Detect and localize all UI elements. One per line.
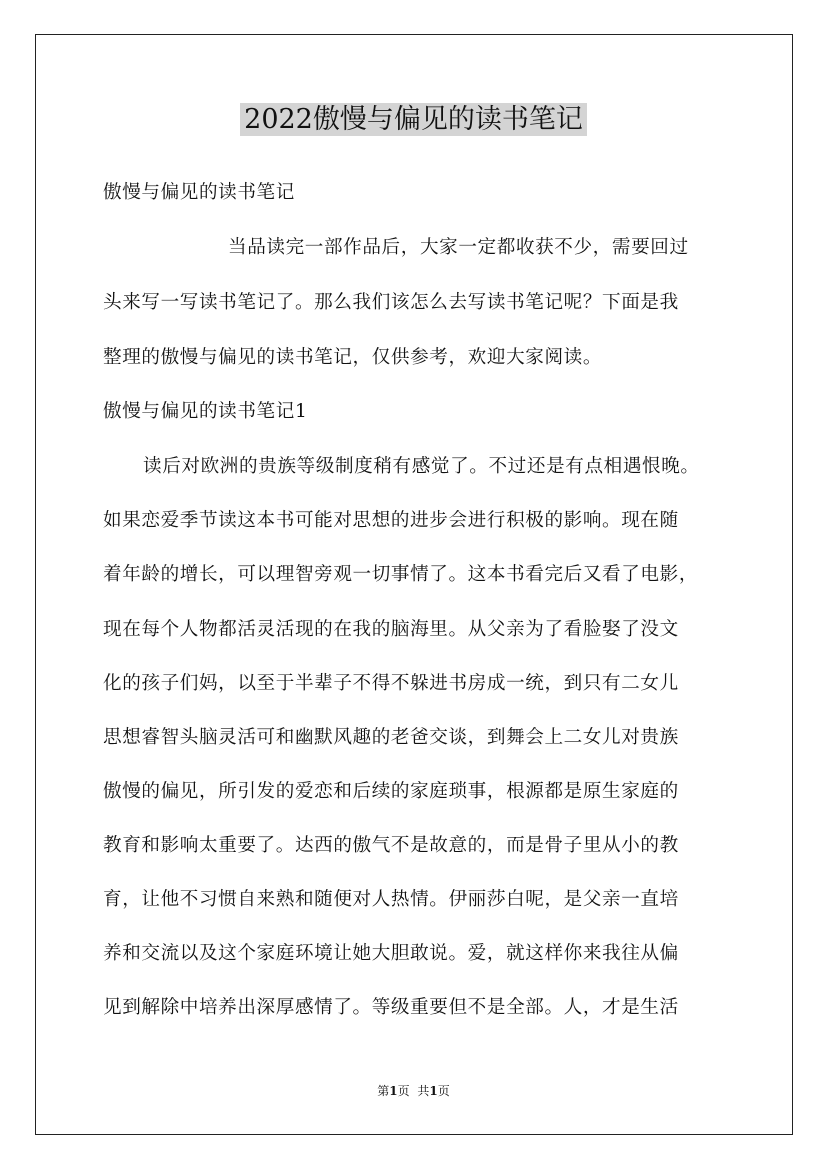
body-line-9: 育，让他不习惯自来熟和随便对人热情。伊丽莎白呢，是父亲一直培: [103, 889, 679, 910]
body-line-10: 养和交流以及这个家庭环境让她大胆敢说。爱，就这样你来我往从偏: [103, 943, 679, 964]
document-title: [0, 100, 827, 140]
document-subtitle: 傲慢与偏见的读书笔记: [103, 182, 295, 203]
body-line-4: 现在每个人物都活灵活现的在我的脑海里。从父亲为了看脸娶了没文: [103, 619, 679, 640]
footer-page-prefix: 第: [377, 1084, 390, 1098]
footer-page-number: 1: [389, 1084, 398, 1098]
page-footer: [0, 1083, 827, 1099]
body-line-6: 思想睿智头脑灵活可和幽默风趣的老爸交谈，到舞会上二女儿对贵族: [103, 727, 679, 748]
section-heading: 傲慢与偏见的读书笔记1: [103, 401, 308, 422]
footer-total-suffix: 页: [437, 1084, 450, 1098]
intro-line-1: 当品读完一部作品后，大家一定都收获不少，需要回过: [228, 237, 689, 258]
footer-total-prefix: 共: [417, 1084, 430, 1098]
body-line-1: 读后对欧洲的贵族等级制度稍有感觉了。不过还是有点相遇恨晚。: [143, 456, 700, 477]
document-title-text: 2022傲慢与偏见的读书笔记: [240, 103, 587, 136]
body-line-5: 化的孩子们妈，以至于半辈子不得不躲进书房成一统，到只有二女儿: [103, 673, 679, 694]
body-line-7: 傲慢的偏见，所引发的爱恋和后续的家庭琐事，根源都是原生家庭的: [103, 781, 679, 802]
body-line-3: 着年龄的增长，可以理智旁观一切事情了。这本书看完后又看了电影，: [103, 564, 699, 585]
intro-line-3: 整理的傲慢与偏见的读书笔记，仅供参考，欢迎大家阅读。: [103, 347, 603, 368]
footer-page-suffix: 页: [397, 1084, 410, 1098]
body-line-11: 见到解除中培养出深厚感情了。等级重要但不是全部。人，才是生活: [103, 997, 679, 1018]
body-line-2: 如果恋爱季节读这本书可能对思想的进步会进行积极的影响。现在随: [103, 510, 679, 531]
body-line-8: 教育和影响太重要了。达西的傲气不是故意的，而是骨子里从小的教: [103, 835, 679, 856]
footer-total-number: 1: [429, 1084, 438, 1098]
intro-line-2: 头来写一写读书笔记了。那么我们该怎么去写读书笔记呢？下面是我: [103, 292, 679, 313]
